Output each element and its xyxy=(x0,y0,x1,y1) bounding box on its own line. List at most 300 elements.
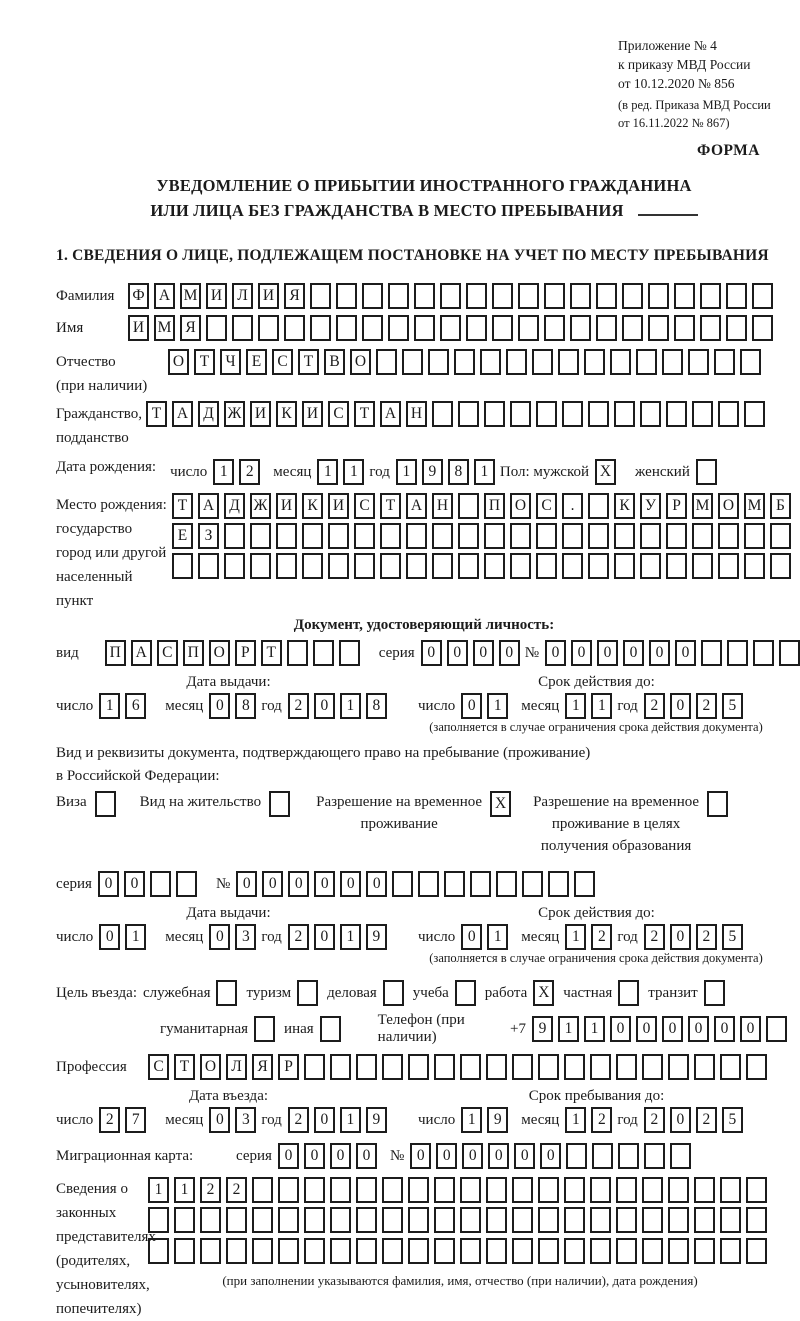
form-cell: 9 xyxy=(487,1107,508,1133)
form-cell: 0 xyxy=(356,1143,377,1169)
phone-prefix: +7 xyxy=(510,1020,526,1037)
name-row xyxy=(56,315,792,341)
form-cell xyxy=(668,1207,689,1233)
valid-until-label: Срок действия до: xyxy=(538,674,655,690)
form-cell xyxy=(172,553,193,579)
form-cell: 3 xyxy=(235,1107,256,1133)
year-label: год xyxy=(617,697,638,714)
form-cell: 0 xyxy=(124,871,145,897)
birth-place-cells-1 xyxy=(172,493,796,519)
identity-doc-dates xyxy=(56,693,792,719)
form-cell xyxy=(432,401,453,427)
form-cell xyxy=(740,349,761,375)
form-cell xyxy=(644,1143,665,1169)
visa-label: Виза xyxy=(56,794,87,810)
form-cell: И xyxy=(276,493,297,519)
form-cell xyxy=(707,791,728,817)
form-cell xyxy=(356,1054,377,1080)
form-cell xyxy=(562,401,583,427)
form-cell xyxy=(148,1207,169,1233)
form-cell xyxy=(388,283,409,309)
form-cell xyxy=(744,401,765,427)
form-cell xyxy=(432,553,453,579)
form-cell xyxy=(382,1207,403,1233)
form-title-line2: ИЛИ ЛИЦА БЕЗ ГРАЖДАНСТВА В МЕСТО ПРЕБЫВАНИЯ xyxy=(56,198,792,223)
form-cell: 2 xyxy=(288,693,309,719)
purpose-option: гуманитарная xyxy=(160,1016,275,1042)
form-cell: 5 xyxy=(722,924,743,950)
form-cell: X xyxy=(490,791,511,817)
form-cell xyxy=(674,283,695,309)
day-label: число xyxy=(56,697,94,714)
form-cell xyxy=(512,1207,533,1233)
form-cell: Н xyxy=(406,401,427,427)
form-cell: 0 xyxy=(670,693,691,719)
form-cell: М xyxy=(180,283,201,309)
form-cell xyxy=(588,523,609,549)
form-cell xyxy=(718,553,739,579)
form-cell xyxy=(564,1177,585,1203)
form-cell: 8 xyxy=(235,693,256,719)
form-cell xyxy=(618,980,639,1006)
surname-cells xyxy=(128,283,778,309)
form-cell: 2 xyxy=(696,924,717,950)
form-cell: 0 xyxy=(436,1143,457,1169)
form-cell xyxy=(434,1238,455,1264)
doc-issue-month-cells xyxy=(209,693,261,719)
form-cell xyxy=(512,1054,533,1080)
form-cell: Я xyxy=(180,315,201,341)
form-cell: О xyxy=(168,349,189,375)
form-cell xyxy=(701,640,722,666)
residence-number-cells xyxy=(236,871,600,897)
doc-number-cells xyxy=(545,640,800,666)
form-cell: 0 xyxy=(545,640,566,666)
month-label: месяц xyxy=(521,1111,560,1128)
form-cell: 1 xyxy=(317,459,338,485)
form-cell xyxy=(362,315,383,341)
form-cell xyxy=(458,401,479,427)
annex-line: Приложение № 4 xyxy=(618,38,717,53)
edu-permit-label: Разрешение на временное проживание в целях получения образования xyxy=(533,794,700,854)
form-cell xyxy=(174,1238,195,1264)
form-cell xyxy=(440,283,461,309)
form-cell xyxy=(336,315,357,341)
form-cell xyxy=(662,349,683,375)
form-cell xyxy=(590,1207,611,1233)
form-cell: Ч xyxy=(220,349,241,375)
form-cell xyxy=(304,1177,325,1203)
form-cell xyxy=(252,1238,273,1264)
form-cell xyxy=(304,1054,325,1080)
form-cell: 0 xyxy=(662,1016,683,1042)
form-cell xyxy=(492,315,513,341)
form-cell xyxy=(718,401,739,427)
form-cell xyxy=(383,980,404,1006)
form-cell: 9 xyxy=(422,459,443,485)
year-label: год xyxy=(261,697,282,714)
form-cell: 8 xyxy=(366,693,387,719)
profession-label: Профессия xyxy=(56,1059,127,1075)
residence-issue-day-cells xyxy=(99,924,151,950)
form-cell xyxy=(310,283,331,309)
form-cell xyxy=(460,1054,481,1080)
form-cell: И xyxy=(328,493,349,519)
form-cell: С xyxy=(148,1054,169,1080)
form-cell: 1 xyxy=(340,693,361,719)
form-cell: С xyxy=(354,493,375,519)
form-cell: Р xyxy=(666,493,687,519)
form-cell xyxy=(744,553,765,579)
form-cell xyxy=(376,349,397,375)
form-cell xyxy=(434,1054,455,1080)
entry-year-cells xyxy=(288,1107,392,1133)
form-cell: 0 xyxy=(740,1016,761,1042)
form-cell: 0 xyxy=(314,924,335,950)
form-cell: Б xyxy=(770,493,791,519)
form-cell xyxy=(250,523,271,549)
form-cell: А xyxy=(380,401,401,427)
form-cell xyxy=(720,1177,741,1203)
form-cell: И xyxy=(302,401,323,427)
form-cell: А xyxy=(198,493,219,519)
form-cell: 2 xyxy=(226,1177,247,1203)
surname-label: Фамилия xyxy=(56,288,115,304)
form-cell xyxy=(458,523,479,549)
day-label: число xyxy=(418,1111,456,1128)
purpose-checkbox xyxy=(612,980,639,1006)
form-cell xyxy=(224,553,245,579)
form-cell xyxy=(614,401,635,427)
representatives-cells-3 xyxy=(148,1238,772,1264)
form-cell xyxy=(538,1207,559,1233)
form-cell: 1 xyxy=(565,924,586,950)
sex-female-checkbox xyxy=(696,459,722,485)
form-cell: 0 xyxy=(236,871,257,897)
form-cell: 0 xyxy=(488,1143,509,1169)
form-cell: 1 xyxy=(213,459,234,485)
form-cell xyxy=(174,1207,195,1233)
form-cell xyxy=(536,523,557,549)
residence-valid-day-cells xyxy=(461,924,513,950)
residence-issue-year-cells xyxy=(288,924,392,950)
form-cell xyxy=(584,349,605,375)
form-cell xyxy=(276,553,297,579)
form-cell xyxy=(510,523,531,549)
form-cell xyxy=(356,1207,377,1233)
validity-note: (заполняется в случае ограничения срока действия документа) xyxy=(429,720,763,734)
form-cell xyxy=(200,1207,221,1233)
residence-valid-year-cells xyxy=(644,924,748,950)
form-cell xyxy=(616,1054,637,1080)
form-cell xyxy=(536,401,557,427)
stay-month-cells xyxy=(565,1107,617,1133)
day-label: число xyxy=(418,697,456,714)
seriya-label: серия xyxy=(56,875,92,892)
representatives-cells-2 xyxy=(148,1207,772,1233)
form-cell xyxy=(666,401,687,427)
doc-seriya-label: серия xyxy=(378,644,415,661)
purpose-checkbox xyxy=(698,980,725,1006)
form-cell xyxy=(642,1177,663,1203)
form-cell: О xyxy=(209,640,230,666)
sex-male-checkbox xyxy=(595,459,621,485)
purpose-option: работа X xyxy=(485,980,555,1006)
purpose-checkbox xyxy=(210,980,237,1006)
form-cell: Т xyxy=(261,640,282,666)
residence-doc-dates xyxy=(56,924,792,950)
forma-label: ФОРМА xyxy=(696,142,760,159)
form-cell: 3 xyxy=(235,924,256,950)
form-cell: 0 xyxy=(278,1143,299,1169)
form-cell: Л xyxy=(226,1054,247,1080)
purpose-checkbox xyxy=(527,980,554,1006)
form-cell xyxy=(538,1054,559,1080)
form-cell: Ф xyxy=(128,283,149,309)
form-cell xyxy=(302,553,323,579)
form-cell: 0 xyxy=(461,693,482,719)
form-cell xyxy=(362,283,383,309)
year-label: год xyxy=(261,1111,282,1128)
form-cell: 2 xyxy=(644,1107,665,1133)
form-cell xyxy=(466,283,487,309)
identity-doc-row xyxy=(56,640,792,666)
form-cell: 1 xyxy=(174,1177,195,1203)
year-label: год xyxy=(617,1111,638,1128)
form-cell: К xyxy=(276,401,297,427)
form-cell: А xyxy=(131,640,152,666)
form-cell: О xyxy=(510,493,531,519)
form-cell: И xyxy=(250,401,271,427)
form-cell xyxy=(726,283,747,309)
form-cell: 0 xyxy=(688,1016,709,1042)
form-cell xyxy=(406,553,427,579)
form-cell xyxy=(226,1238,247,1264)
form-cell xyxy=(720,1054,741,1080)
form-cell: М xyxy=(154,315,175,341)
temp-permit-checkbox xyxy=(482,791,511,817)
form-cell xyxy=(618,1143,639,1169)
form-cell xyxy=(408,1238,429,1264)
doc-valid-day-cells xyxy=(461,693,513,719)
form-cell: 2 xyxy=(591,1107,612,1133)
form-cell: Н xyxy=(432,493,453,519)
form-cell xyxy=(284,315,305,341)
form-cell: Т xyxy=(174,1054,195,1080)
form-cell xyxy=(770,553,791,579)
entry-dates xyxy=(56,1107,792,1133)
doc-issue-day-cells xyxy=(99,693,151,719)
residence-permit-label: Вид на жительство xyxy=(139,794,262,810)
residence-issue-month-cells xyxy=(209,924,261,950)
annex-block xyxy=(618,36,800,132)
form-cell: 0 xyxy=(262,871,283,897)
form-cell: 5 xyxy=(722,693,743,719)
form-cell xyxy=(718,523,739,549)
form-cell xyxy=(95,791,116,817)
annex-note-line: от 16.11.2022 № 867) xyxy=(618,116,730,130)
annex-line: от 10.12.2020 № 856 xyxy=(618,76,735,91)
form-cell xyxy=(640,553,661,579)
form-cell xyxy=(486,1177,507,1203)
form-cell: 0 xyxy=(314,1107,335,1133)
birth-place-cells-2 xyxy=(172,523,796,549)
purpose-row xyxy=(56,980,792,1006)
form-cell: Т xyxy=(354,401,375,427)
form-cell xyxy=(616,1177,637,1203)
patronymic-row xyxy=(56,349,792,397)
form-cell xyxy=(414,315,435,341)
form-cell: 9 xyxy=(366,924,387,950)
form-cell: 2 xyxy=(696,1107,717,1133)
form-cell xyxy=(538,1177,559,1203)
form-cell xyxy=(339,640,360,666)
form-cell: 1 xyxy=(148,1177,169,1203)
form-cell xyxy=(434,1177,455,1203)
annex-note-line: (в ред. Приказа МВД России xyxy=(618,98,771,112)
form-cell xyxy=(642,1054,663,1080)
form-cell xyxy=(648,315,669,341)
form-cell: Ж xyxy=(250,493,271,519)
form-cell xyxy=(226,1207,247,1233)
form-cell: Е xyxy=(172,523,193,549)
form-cell xyxy=(752,315,773,341)
birth-place-row xyxy=(56,493,792,613)
issue-date-label: Дата выдачи: xyxy=(186,905,271,921)
form-cell xyxy=(666,553,687,579)
birth-month-cells xyxy=(317,459,369,485)
residence-doc-intro1: Вид и реквизиты документа, подтверждающего право на пребывание (проживание) xyxy=(56,745,591,761)
form-cell xyxy=(616,1207,637,1233)
form-cell xyxy=(224,523,245,549)
migration-card-label: Миграционная карта: xyxy=(56,1148,194,1164)
form-cell xyxy=(700,315,721,341)
representatives-cells-block xyxy=(148,1177,792,1289)
form-cell xyxy=(269,791,290,817)
birth-year-cells xyxy=(396,459,500,485)
form-cell xyxy=(460,1177,481,1203)
doc-seriya-cells xyxy=(421,640,525,666)
form-cell: Р xyxy=(278,1054,299,1080)
form-cell xyxy=(408,1054,429,1080)
form-cell xyxy=(408,1177,429,1203)
form-cell xyxy=(428,349,449,375)
form-cell xyxy=(746,1177,767,1203)
profession-cells xyxy=(148,1054,772,1080)
form-cell: Д xyxy=(224,493,245,519)
form-cell: Я xyxy=(252,1054,273,1080)
form-cell xyxy=(278,1238,299,1264)
month-label: месяц xyxy=(521,928,560,945)
form-cell xyxy=(746,1207,767,1233)
form-cell xyxy=(484,401,505,427)
residence-doc-intro2: в Российской Федерации: xyxy=(56,768,220,784)
form-cell: 1 xyxy=(125,924,146,950)
form-cell xyxy=(356,1238,377,1264)
phone-label: Телефон (при наличии) xyxy=(377,1012,465,1045)
birth-date-row xyxy=(56,459,792,485)
form-cell xyxy=(590,1177,611,1203)
form-cell xyxy=(610,349,631,375)
form-cell xyxy=(692,523,713,549)
form-cell xyxy=(382,1177,403,1203)
residence-permit-option xyxy=(140,791,290,817)
form-title xyxy=(56,173,792,223)
form-cell: . xyxy=(562,493,583,519)
form-cell xyxy=(622,315,643,341)
form-cell xyxy=(574,871,595,897)
form-cell xyxy=(388,315,409,341)
residence-permit-checkbox xyxy=(261,791,290,817)
form-cell xyxy=(460,1207,481,1233)
form-cell xyxy=(622,283,643,309)
form-cell: А xyxy=(406,493,427,519)
form-cell: К xyxy=(302,493,323,519)
name-label: Имя xyxy=(56,320,84,336)
form-cell: 0 xyxy=(447,640,468,666)
purpose-checkbox xyxy=(377,980,404,1006)
form-cell: 0 xyxy=(514,1143,535,1169)
form-cell: 2 xyxy=(239,459,260,485)
form-cell: И xyxy=(206,283,227,309)
form-cell: 1 xyxy=(396,459,417,485)
form-cell xyxy=(310,315,331,341)
number-label: № xyxy=(389,1147,405,1164)
name-cells xyxy=(128,315,778,341)
form-cell: 1 xyxy=(340,1107,361,1133)
form-cell xyxy=(486,1207,507,1233)
form-cell: 0 xyxy=(209,693,230,719)
form-cell xyxy=(354,523,375,549)
form-cell: 1 xyxy=(461,1107,482,1133)
form-cell xyxy=(726,315,747,341)
form-cell xyxy=(408,1207,429,1233)
form-cell xyxy=(588,553,609,579)
form-cell xyxy=(518,315,539,341)
form-cell: С xyxy=(272,349,293,375)
form-cell xyxy=(666,523,687,549)
form-cell xyxy=(330,1238,351,1264)
validity-note: (заполняется в случае ограничения срока действия документа) xyxy=(429,951,763,965)
form-cell xyxy=(744,523,765,549)
doc-kind-label: вид xyxy=(56,644,79,661)
form-cell: 1 xyxy=(565,1107,586,1133)
form-cell: 0 xyxy=(330,1143,351,1169)
form-cell: 2 xyxy=(696,693,717,719)
year-label: год xyxy=(617,928,638,945)
migration-card-row xyxy=(56,1143,792,1169)
form-cell xyxy=(694,1177,715,1203)
doc-number-label: № xyxy=(524,644,539,661)
form-cell: П xyxy=(484,493,505,519)
form-cell: 0 xyxy=(714,1016,735,1042)
patronymic-label: Отчество (при наличии) xyxy=(56,354,148,394)
entry-date-label: Дата въезда: xyxy=(188,1088,269,1104)
form-cell: С xyxy=(536,493,557,519)
form-cell xyxy=(564,1238,585,1264)
form-cell xyxy=(562,553,583,579)
form-cell xyxy=(642,1238,663,1264)
residence-doc-dates-header xyxy=(56,905,792,922)
form-cell xyxy=(688,349,709,375)
form-cell xyxy=(746,1054,767,1080)
purpose-checkbox xyxy=(248,1016,275,1042)
month-label: месяц xyxy=(165,928,204,945)
form-cell xyxy=(278,1177,299,1203)
form-cell xyxy=(330,1207,351,1233)
doc-issue-year-cells xyxy=(288,693,392,719)
form-cell: 1 xyxy=(343,459,364,485)
